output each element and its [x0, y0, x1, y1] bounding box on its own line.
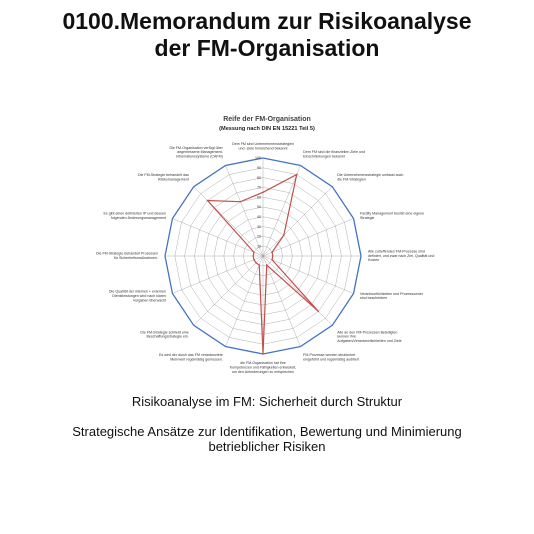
tick-label-40: 40	[257, 215, 261, 219]
axis-label-line: Die Qualität der internen + externen	[108, 289, 166, 294]
grid-spoke	[226, 256, 264, 347]
axis-label-line: Risikomanagement	[157, 177, 189, 182]
axis-label	[169, 146, 223, 159]
axis-label-line: Alle an den FM-Prozessen Beteiligten	[337, 330, 398, 335]
radar-tick-labels	[255, 156, 261, 248]
series-point	[318, 311, 319, 312]
axis-label-line: Beschaffungsstrategie ein.	[146, 334, 189, 339]
axis-label-line: Informationssysteme (CAFM)	[176, 154, 223, 159]
axis-label-line: Verantwortlichkeiten und Prozessowner	[360, 291, 423, 296]
axis-label-line: sind beschrieben	[360, 296, 388, 301]
axis-label	[303, 150, 365, 158]
grid-spoke	[263, 219, 354, 257]
chart-title: Reife der FM-Organisation	[223, 116, 311, 123]
axis-label	[303, 353, 359, 361]
grid-spoke	[172, 256, 263, 294]
axis-label-line: Es gibt einen definierten IP und dessen	[103, 211, 166, 216]
axis-label-line: Aufgaben/Verantwortlichkeiten und Ziele	[337, 339, 402, 344]
grid-spoke	[263, 165, 301, 256]
tick-label-70: 70	[257, 185, 261, 190]
axis-label-line: Dem FM sind Unternehmensstrategien	[232, 142, 294, 147]
axis-label-line: definiert, und zwar nach Ziel, Qualität und	[368, 253, 435, 258]
axis-label-line: eingeführt und regelmäßig auditiert	[303, 357, 359, 362]
grid-spoke	[263, 256, 354, 294]
series-point	[253, 255, 254, 256]
grid-spoke	[263, 187, 332, 256]
axis-label-line: um den Anforderungen zu entsprechen	[231, 369, 295, 374]
axis-label	[138, 173, 189, 181]
tick-label-60: 60	[257, 195, 261, 200]
axis-label	[368, 249, 434, 262]
title-line-1: 0100.Memorandum zur Risikoanalyse	[62, 8, 472, 34]
axis-label	[337, 330, 401, 343]
radar-grid	[165, 158, 361, 354]
tick-label-80: 80	[257, 175, 261, 180]
axis-label-line: kennen ihre	[337, 334, 357, 339]
series-point	[296, 174, 297, 175]
series-point	[253, 259, 254, 260]
axis-label-line: Die FM-Strategie behandelt Prozessen	[96, 251, 158, 256]
tick-label-90: 90	[257, 166, 261, 170]
document-subtitle: Risikoanalyse im FM: Sicherheit durch Struktur	[131, 394, 403, 409]
tick-label-50: 50	[257, 205, 261, 210]
series-point	[253, 252, 254, 253]
series-point	[283, 235, 284, 236]
axis-label	[104, 211, 166, 219]
axis-label-line: Vorgaben überwacht	[133, 298, 166, 303]
axis-label-line: und -ziele hinreichend bekannt	[238, 146, 288, 151]
axis-label-line: Einschränkungen bekannt	[303, 154, 345, 159]
axis-label-line: die FM-Strategien	[337, 177, 366, 182]
axis-label-line: Dienstleistungen wird nach klaren	[112, 293, 166, 298]
axis-label	[109, 290, 166, 303]
axis-label-line: Kosten	[368, 258, 380, 263]
title-line-2: der FM-Organisation	[154, 35, 380, 61]
axis-label	[159, 353, 223, 361]
series-point	[271, 252, 272, 253]
series-point	[271, 259, 272, 260]
tick-label-100: 100	[255, 156, 261, 161]
grid-spoke	[263, 256, 301, 347]
axis-label-line: für Sicherheitsmaßnahmen.	[113, 256, 158, 260]
series-point	[266, 264, 267, 265]
document-description: Strategische Ansätze zur Identifikation, Bewertung und Minimierung betrieblicher Risiken	[72, 424, 462, 454]
axis-label-line: Die FM-Strategie behandelt das	[138, 172, 189, 177]
axis-label	[140, 330, 188, 338]
grid-spoke	[172, 219, 263, 257]
axis-label-line: Strategie	[360, 215, 375, 220]
axis-label-line: folgenden Änderungsmanagement	[110, 215, 166, 220]
axis-label-line: Mehrwert regelmäßig gemessen.	[170, 357, 223, 362]
axis-label	[360, 292, 424, 300]
axis-label	[96, 252, 158, 260]
axis-label-line: Die FM-Strategie schließt eine	[140, 330, 189, 335]
axis-label-line: die FM-Organisation hat ihre	[240, 361, 286, 365]
series-point	[262, 192, 263, 193]
axis-label-line: FM-Prozesse werden strukturiert	[303, 353, 356, 358]
axis-label	[337, 173, 403, 181]
axis-label-line: Dem FM sind die finanziellen Ziele und	[303, 150, 366, 155]
axis-label	[230, 361, 297, 374]
axis-label-line: Es wird der durch das FM verantwortete	[159, 353, 223, 358]
series-point	[262, 353, 263, 354]
series-point	[255, 262, 256, 263]
axis-label-line: Alle zutreffenden FM-Prozesse sind	[368, 249, 425, 254]
axis-label	[360, 211, 424, 219]
tick-label-10: 10	[257, 244, 261, 249]
axis-label-line: Facility Management besitzt eine eigene	[360, 211, 425, 216]
series-point	[240, 201, 241, 202]
axis-label-line: Die Unternehmensstrategie umfasst auch	[337, 172, 404, 177]
axis-label-line: Die FM-Organisation verfügt über	[169, 145, 223, 150]
tick-label-30: 30	[257, 224, 261, 229]
tick-label-20: 20	[257, 234, 261, 239]
grid-spoke	[263, 256, 332, 325]
series-point	[259, 264, 260, 265]
chart-subtitle: (Messung nach DIN EN 15221 Teil 5)	[219, 126, 315, 132]
axis-label	[232, 142, 294, 150]
axis-label-line: angemessene Management-	[177, 150, 223, 155]
axis-label-line: Kompetenzen und Fähigkeiten entwickelt,	[229, 365, 297, 370]
series-point	[207, 200, 208, 201]
series-point	[272, 255, 273, 256]
grid-spoke	[194, 256, 263, 325]
